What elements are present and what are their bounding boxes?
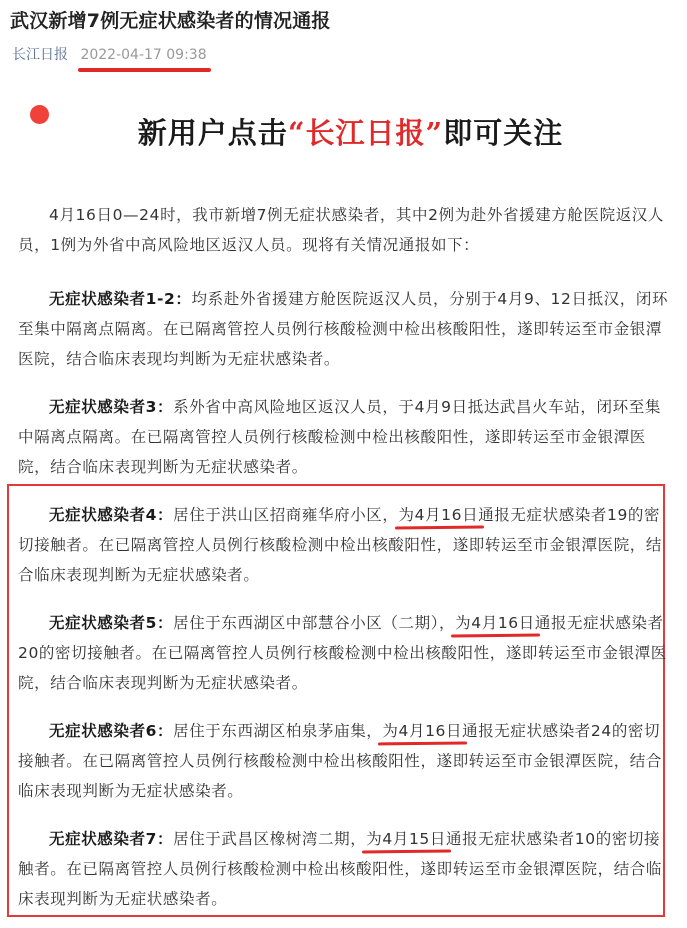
case-4-paragraph [18,500,669,590]
publish-time [80,47,206,63]
case-5-after: 通报无症状感染者20的密切接触者。在已隔离管控人员例行核酸检测中检出核酸阳性，遂即转运至市金银潭医院，结合临床表现判断为无症状感染者。 [18,614,667,692]
case-3-text: 系外省中高风险地区返汉人员，于4月9日抵达武昌火车站，闭环至集中隔离点隔离。在已隔离管控人员例行核酸检测中检出核酸阳性，遂即转运至市金银潭医院，结合临床表现判断为无症状感染者。 [18,398,661,476]
case-5-date-highlight: 为4月16日 [455,614,535,632]
banner-brand: “长江日报” [287,116,444,150]
case-6-paragraph [18,716,669,806]
case-7-after: 通报无症状感染者10的密切接触者。在已隔离管控人员例行核酸检测中检出核酸阳性，遂即转运至市金银潭医院，结合临床表现判断为无症状感染者。 [18,830,663,908]
case-4-lead: 无症状感染者4： [49,506,174,524]
publish-time-text: 2022-04-17 09:38 [80,47,207,63]
case-1-2-lead: 无症状感染者1-2： [49,290,192,308]
source-link[interactable]: 长江日报 [12,47,68,63]
case-1-2-text: 均系赴外省援建方舱医院返汉人员，分别于4月9、12日抵汉，闭环至集中隔离点隔离。在已隔离管控人员例行核酸检测中检出核酸阳性，遂即转运至市金银潭医院，结合临床表现均判断为无症状感染者。 [18,290,669,368]
case-7-paragraph [18,824,669,914]
case-5-before: 居住于东西湖区中部慧谷小区（二期）， [173,614,456,632]
case-4-before: 居住于洪山区招商雍华府小区， [173,506,399,524]
banner-prefix: 新用户点击 [137,116,288,150]
banner-suffix: 即可关注 [443,116,564,150]
case-3-paragraph [18,392,669,482]
case-5-lead: 无症状感染者5： [49,614,174,632]
case-6-before: 居住于东西湖区柏泉茅庙集， [173,722,383,740]
article-meta [12,44,207,64]
follow-banner[interactable] [0,111,687,152]
time-underline-mark [78,68,210,72]
case-7-before: 居住于武昌区橡树湾二期， [173,830,367,848]
article-title: 武汉新增7例无症状感染者的情况通报 [10,10,331,32]
case-6-date-highlight: 为4月16日 [382,722,463,740]
case-4-after: 通报无症状感染者19的密切接触者。在已隔离管控人员例行核酸检测中检出核酸阳性，遂即转运至市金银潭医院，结合临床表现判断为无症状感染者。 [18,506,663,584]
case-3-lead: 无症状感染者3： [49,398,174,416]
intro-paragraph: 4月16日0—24时，我市新增7例无症状感染者，其中2例为赴外省援建方舱医院返汉人员，1例为外省中高风险地区返汉人员。现将有关情况通报如下： [18,206,664,254]
case-1-2-paragraph [18,284,669,374]
case-6-lead: 无症状感染者6： [49,722,174,740]
case-4-date-highlight: 为4月16日 [398,506,479,524]
case-7-date-highlight: 为4月15日 [366,830,446,848]
case-5-paragraph [18,608,669,698]
case-7-lead: 无症状感染者7： [49,830,174,848]
case-6-after: 通报无症状感染者24的密切接触者。在已隔离管控人员例行核酸检测中检出核酸阳性，遂即转运至市金银潭医院，结合临床表现判断为无症状感染者。 [18,722,663,800]
